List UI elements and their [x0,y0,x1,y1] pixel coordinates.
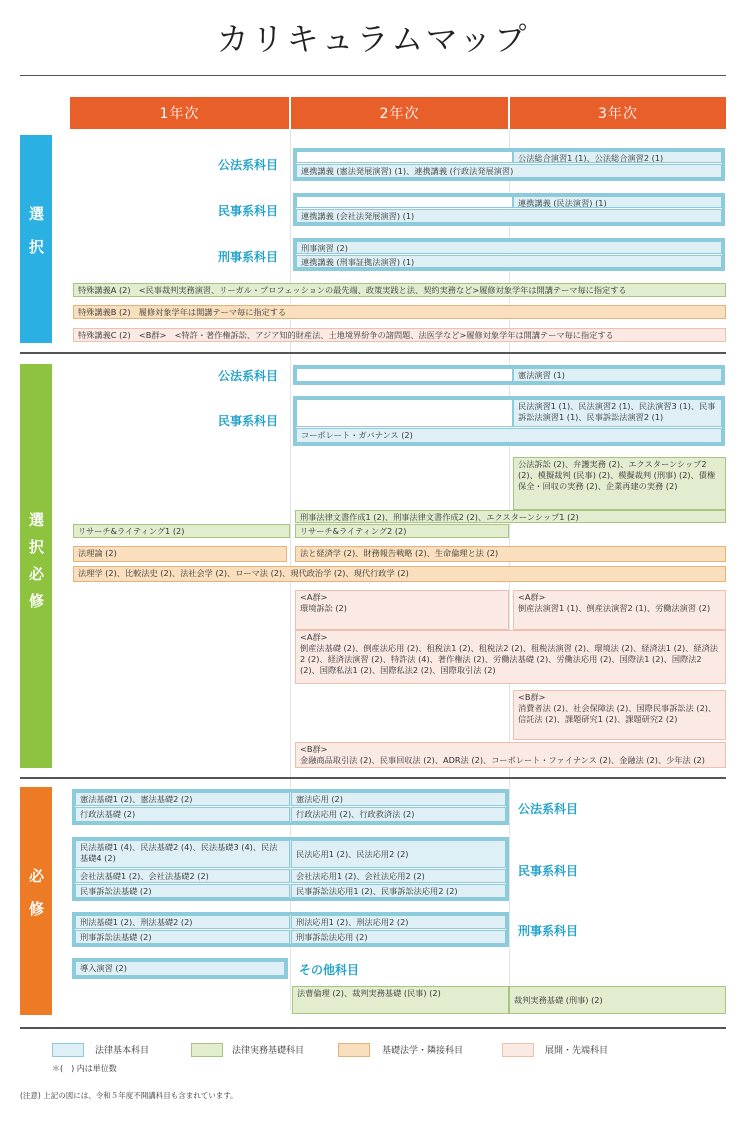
legend-swatch [191,1043,223,1057]
section-label-text: 選択必修 [27,512,45,620]
legend-label: 法律実務基礎科目 [232,1046,305,1056]
course-cell: 法曹倫理 (2)、裁判実務基礎 (民事) (2) [292,986,509,1014]
legend-swatch [502,1043,534,1057]
course-cell: 連携講義 (憲法発展演習) (1)、連携講義 (行政法発展演習) [296,164,722,178]
category-criminal-law: 刑事系科目 [518,924,579,938]
course-cell: 民法基礎1 (4)、民法基礎2 (4)、民法基礎3 (4)、民法基礎4 (2) [75,840,290,868]
course-cell: 連携講義 (民法演習) (1) [513,196,722,208]
section-label-text: 選択 [27,206,45,272]
course-cell: 公法訴訟 (2)、弁護実務 (2)、エクスターンシップ2 (2)、模擬裁判 (民事) (2)、模擬裁判 (刑事) (2)、債権保全・回収の実務 (2)、企業再建の実務 (2) [513,457,726,510]
course-cell: 憲法基礎1 (2)、憲法基礎2 (2) [75,792,290,806]
section-label-text: 必修 [27,868,45,934]
year-header-2: 2年次 [291,97,508,129]
category-public-law: 公法系科目 [218,158,279,172]
course-cell: 連携講義 (刑事証拠法演習) (1) [296,255,722,268]
section-separator [20,777,726,779]
course-cell: 裁判実務基礎 (刑事) (2) [509,986,726,1014]
course-cell: 会社法基礎1 (2)、会社法基礎2 (2) [75,869,290,883]
section-label-elective-required [20,364,52,768]
course-cell: <A群> 環境訴訟 (2) [295,590,509,630]
course-cell: 刑法基礎1 (2)、刑法基礎2 (2) [75,915,290,929]
section-separator [20,352,726,354]
title-divider [20,75,726,76]
legend-label: 展開・先端科目 [545,1046,609,1056]
legend-label: 法律基本科目 [95,1046,150,1056]
course-cell: 刑事訴訟法基礎 (2) [75,930,290,944]
course-cell: 公法総合演習1 (1)、公法総合演習2 (1) [513,151,722,163]
course-cell: 特殊講義C (2) <B群> <特許・著作権訴訟、アジア知的財産法、土地境界紛争の諸問題、法医学など>履修対象学年は開講テーマ毎に指定する [73,328,726,342]
footer-divider [20,1027,726,1029]
legend-label: 基礎法学・隣接科目 [382,1046,464,1056]
year-header-3: 3年次 [510,97,726,129]
course-cell: 刑事法律文書作成1 (2)、刑事法律文書作成2 (2)、エクスターンシップ1 (2) [295,510,726,523]
course-cell: リサーチ&ライティング2 (2) [295,524,509,538]
course-cell: 特殊講義B (2) 履修対象学年は開講テーマ毎に指定する [73,305,726,319]
blank-cell [296,151,513,163]
category-civil-law: 民事系科目 [518,864,579,878]
course-cell: <A群> 倒産法演習1 (1)、倒産法演習2 (1)、労働法演習 (2) [513,590,726,630]
course-cell: 連携講義 (会社法発展演習) (1) [296,209,722,223]
category-public-law: 公法系科目 [218,369,279,383]
blank-cell [296,196,513,208]
course-cell: 民事訴訟法基礎 (2) [75,884,290,898]
year-header-1: 1年次 [70,97,289,129]
footnote: (注意) 上記の図には、令和５年度不開講科目も含まれています。 [20,1091,238,1100]
section-label-elective [20,135,52,343]
course-cell: 民法演習1 (1)、民法演習2 (1)、民法演習3 (1)、民事訴訟法演習1 (1)、民事訴訟法演習2 (1) [513,399,722,427]
course-cell: <B群> 金融商品取引法 (2)、民事回収法 (2)、ADR法 (2)、コーポレート・ファイナンス (2)、金融法 (2)、少年法 (2) [295,742,726,768]
page-title: カリキュラムマップ [216,20,530,58]
course-cell: 民事訴訟法応用1 (2)、民事訴訟法応用2 (2) [291,884,506,898]
course-cell: 刑事演習 (2) [296,241,722,254]
unit-note: ＊( ) 内は単位数 [52,1064,117,1073]
blank-cell [296,399,513,427]
course-cell: 刑法応用1 (2)、刑法応用2 (2) [291,915,506,929]
course-cell: 特殊講義A (2) <民事裁判実務演習、リーガル・プロフェッションの最先端、政策実践と法、契約実務など>履修対象学年は開講テーマ毎に指定する [73,283,726,297]
course-cell: <B群> 消費者法 (2)、社会保障法 (2)、国際民事訴訟法 (2)、信託法 (2)、課題研究1 (2)、課題研究2 (2) [513,690,726,740]
legend-swatch [338,1043,370,1057]
course-cell: 行政法基礎 (2) [75,807,290,822]
course-cell: 会社法応用1 (2)、会社法応用2 (2) [291,869,506,883]
category-civil-law: 民事系科目 [218,414,279,428]
course-cell: <A群> 倒産法基礎 (2)、倒産法応用 (2)、租税法1 (2)、租税法2 (2)、租税法演習 (2)、環境法 (2)、経済法1 (2)、経済法2 (2)、経済法演習 (2)、特許法 (4)、著作権法 (2)、労働法基礎 (2)、労働法応用 (2)、国際法1 (2)、国際法2 (2)、国際私法1 (2)、国際私法2 (2)、国際取引法 (2) [295,630,726,684]
course-cell: リサーチ&ライティング1 (2) [73,524,290,538]
course-cell: 導入演習 (2) [75,961,285,976]
blank-cell [296,368,513,382]
category-criminal-law: 刑事系科目 [218,250,279,264]
course-cell: 憲法演習 (1) [513,368,722,382]
course-cell: 法理論 (2) [73,546,287,562]
category-public-law: 公法系科目 [518,802,579,816]
course-cell: 法理学 (2)、比較法史 (2)、法社会学 (2)、ローマ法 (2)、現代政治学 (2)、現代行政学 (2) [73,566,726,582]
legend-swatch [52,1043,84,1057]
category-other: その他科目 [299,963,360,977]
section-label-required [20,787,52,1015]
course-cell: 民法応用1 (2)、民法応用2 (2) [291,840,506,868]
course-cell: 憲法応用 (2) [291,792,506,806]
course-cell: コーポレート・ガバナンス (2) [296,428,722,443]
course-cell: 法と経済学 (2)、財務報告戦略 (2)、生命倫理と法 (2) [295,546,726,562]
course-cell: 刑事訴訟法応用 (2) [291,930,506,944]
category-civil-law: 民事系科目 [218,204,279,218]
course-cell: 行政法応用 (2)、行政救済法 (2) [291,807,506,822]
